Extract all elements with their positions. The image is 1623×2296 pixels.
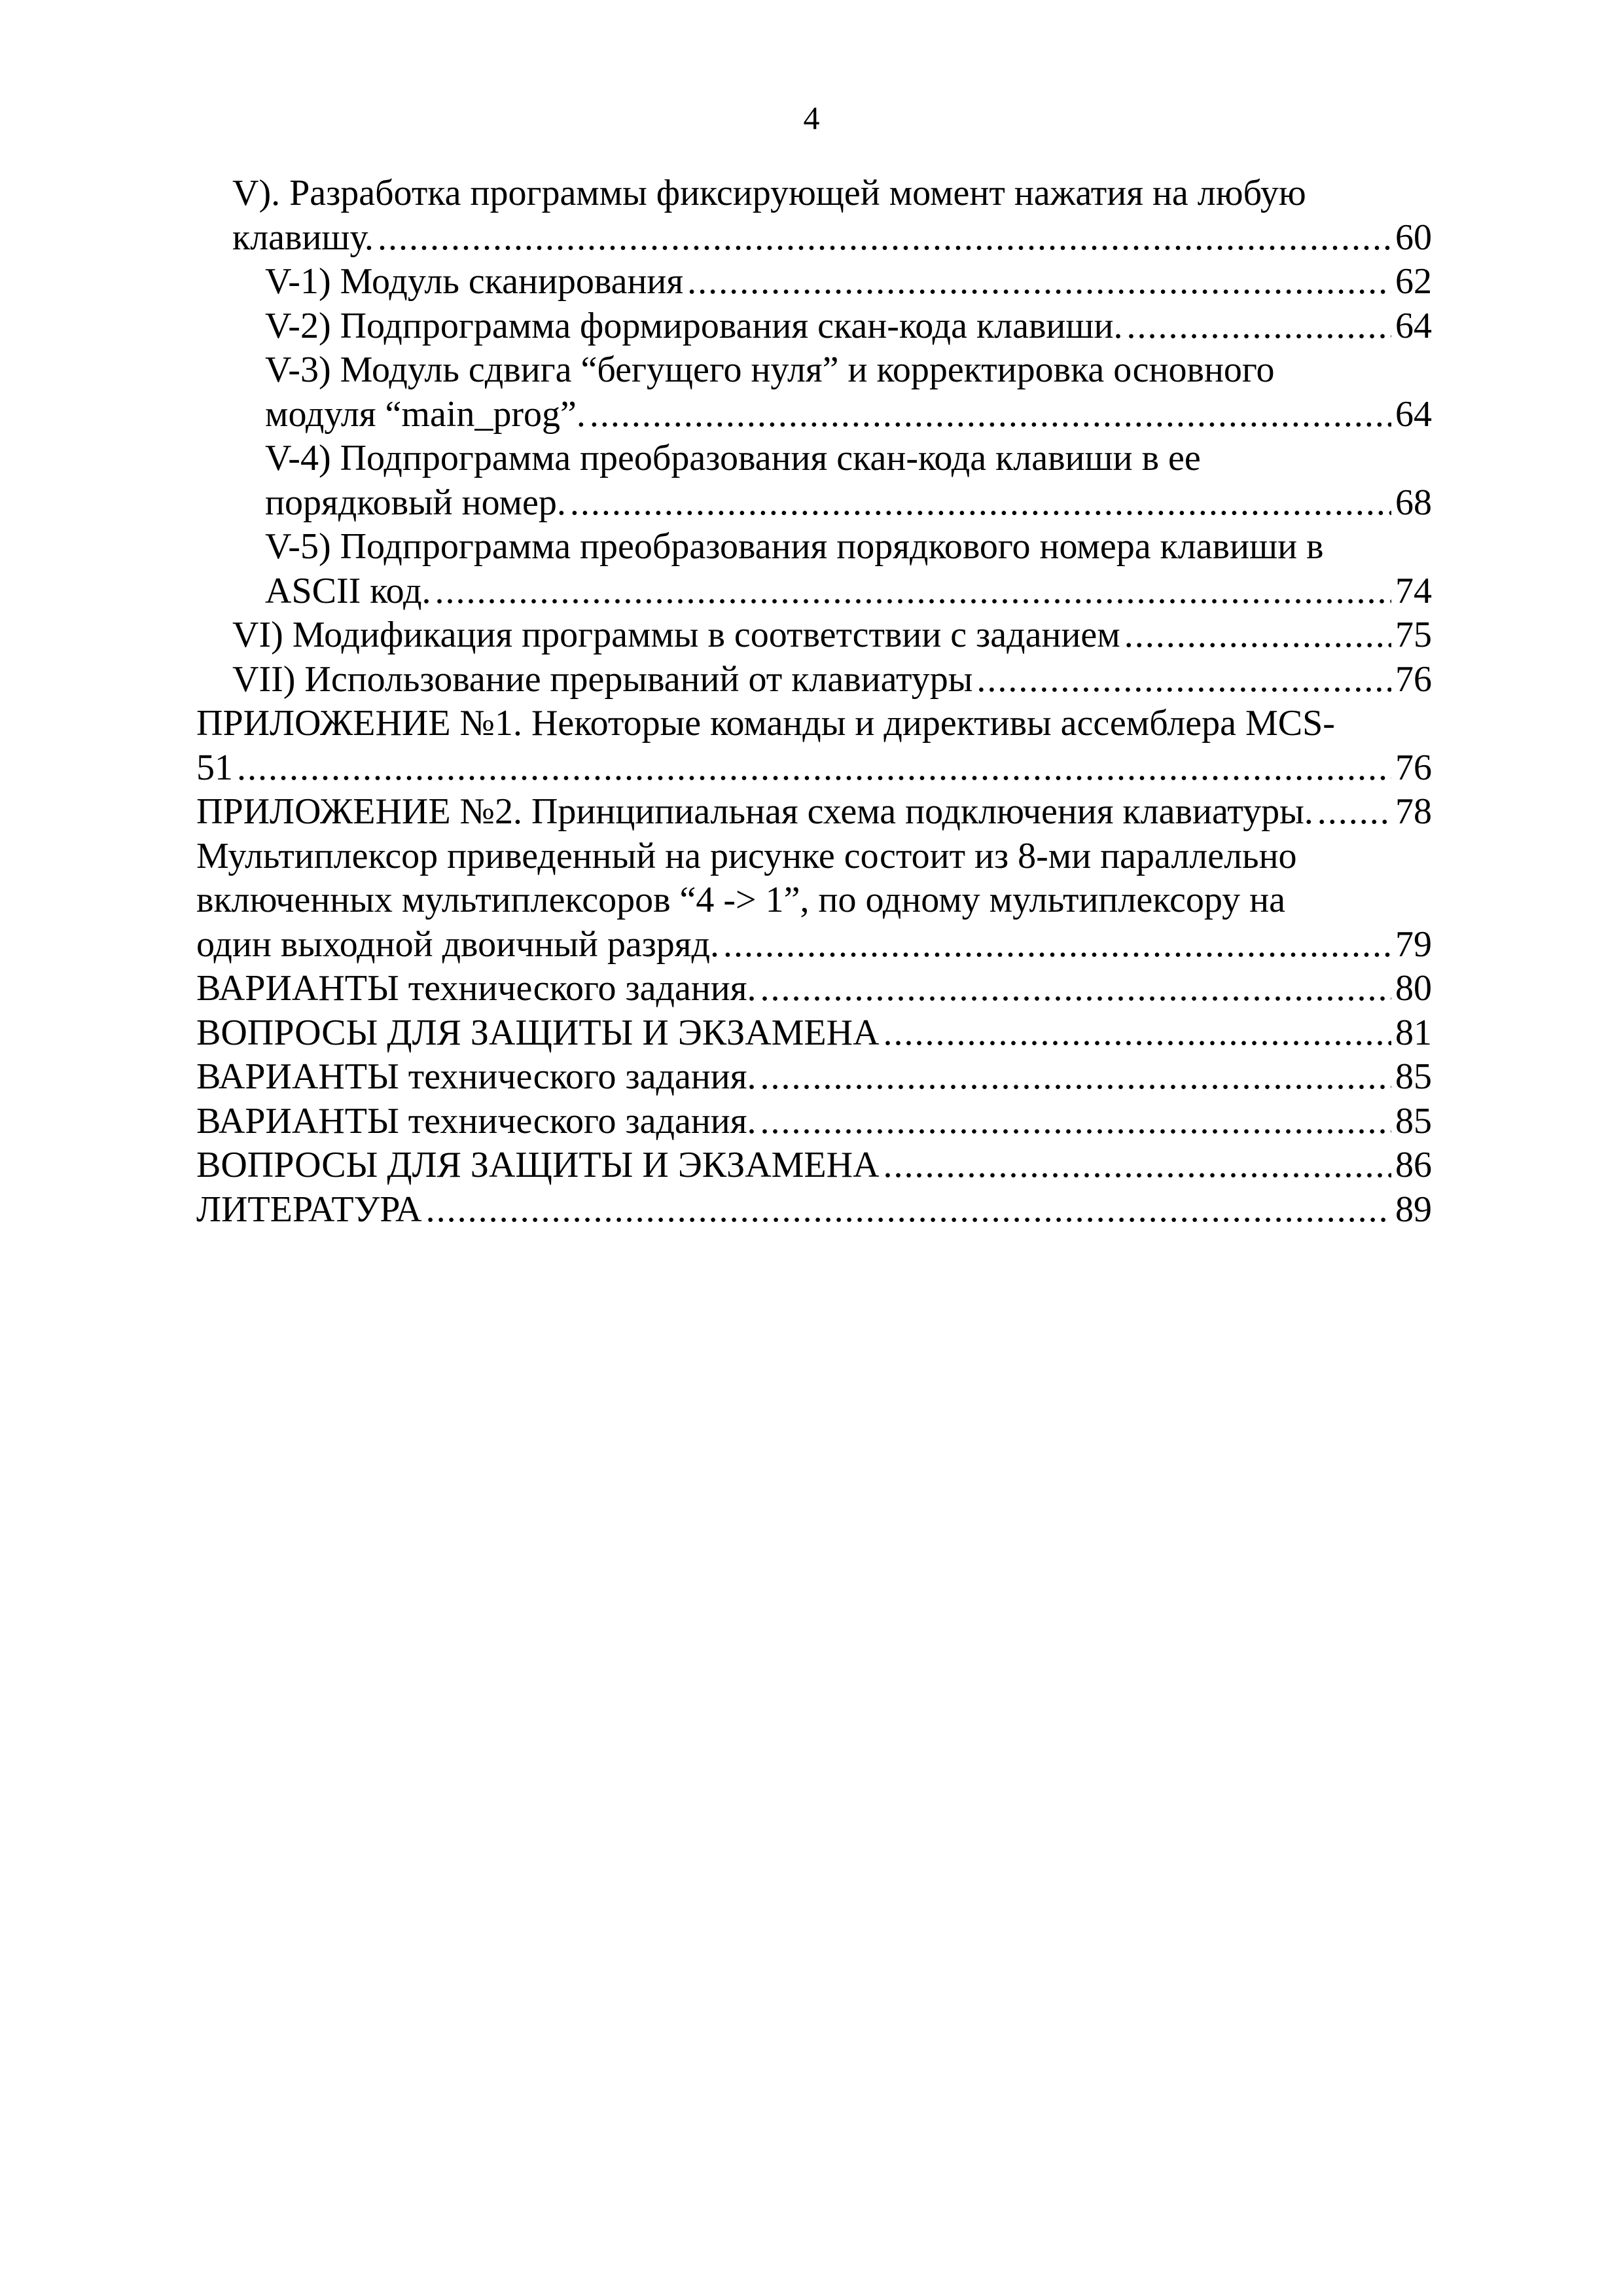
toc-entry-title: клавишу. bbox=[232, 217, 374, 258]
toc-page-number: 78 bbox=[1395, 791, 1432, 832]
toc-entry-line bbox=[265, 569, 1432, 614]
toc-page-number: 85 bbox=[1395, 1056, 1432, 1097]
toc-page-number: 60 bbox=[1395, 217, 1432, 258]
table-of-contents bbox=[196, 171, 1432, 1232]
toc-dot-leader bbox=[570, 481, 1391, 526]
toc-entry[interactable] bbox=[196, 1011, 1432, 1056]
toc-entry[interactable] bbox=[196, 658, 1432, 702]
toc-dot-leader bbox=[687, 260, 1391, 304]
toc-entry-line bbox=[232, 216, 1432, 260]
toc-page-number: 80 bbox=[1395, 968, 1432, 1009]
toc-entry-title: VI) Модификация программы в соответствии с заданием bbox=[232, 615, 1120, 655]
toc-entry-title: V-2) Подпрограмма формирования скан-кода клавиши. bbox=[265, 305, 1123, 346]
toc-entry[interactable] bbox=[196, 967, 1432, 1011]
toc-dot-leader bbox=[378, 216, 1391, 260]
toc-entry-line bbox=[265, 260, 1432, 304]
toc-entry-line: V). Разработка программы фиксирующей момент нажатия на любую bbox=[232, 173, 1306, 213]
toc-entry-line: Мультиплексор приведенный на рисунке состоит из 8-ми параллельно bbox=[196, 835, 1297, 876]
toc-entry[interactable] bbox=[196, 348, 1432, 437]
toc-dot-leader bbox=[1126, 304, 1391, 349]
toc-entry[interactable] bbox=[196, 1100, 1432, 1144]
toc-page-number: 74 bbox=[1395, 570, 1432, 611]
toc-page-number: 68 bbox=[1395, 482, 1432, 523]
toc-entry[interactable] bbox=[196, 790, 1432, 834]
toc-dot-leader bbox=[1124, 613, 1391, 658]
toc-page-number: 64 bbox=[1395, 393, 1432, 435]
toc-entry-line bbox=[265, 393, 1432, 437]
toc-entry[interactable] bbox=[196, 613, 1432, 658]
toc-entry-title: ВОПРОСЫ ДЛЯ ЗАЩИТЫ И ЭКЗАМЕНА bbox=[196, 1145, 880, 1185]
toc-dot-leader bbox=[723, 923, 1391, 967]
toc-page-number: 81 bbox=[1395, 1012, 1432, 1053]
toc-entry[interactable] bbox=[196, 525, 1432, 613]
toc-dot-leader bbox=[760, 1055, 1391, 1100]
toc-entry-line bbox=[196, 1188, 1432, 1232]
toc-entry[interactable] bbox=[196, 1055, 1432, 1100]
toc-entry-title: модуля “main_prog”. bbox=[265, 393, 586, 435]
toc-dot-leader bbox=[426, 1188, 1391, 1232]
toc-entry-line bbox=[196, 746, 1432, 791]
toc-entry-title: порядковый номер. bbox=[265, 482, 566, 523]
toc-page-number: 86 bbox=[1395, 1145, 1432, 1185]
toc-entry-title: ВОПРОСЫ ДЛЯ ЗАЩИТЫ И ЭКЗАМЕНА bbox=[196, 1012, 880, 1053]
toc-entry[interactable] bbox=[196, 260, 1432, 304]
toc-dot-leader bbox=[883, 1011, 1391, 1056]
toc-entry-title: VII) Использование прерываний от клавиатуры bbox=[232, 658, 973, 700]
toc-dot-leader bbox=[1317, 790, 1391, 834]
toc-page-number: 76 bbox=[1395, 658, 1432, 700]
toc-entry-line bbox=[196, 1011, 1432, 1056]
toc-entry-title: ЛИТЕРАТУРА bbox=[196, 1189, 422, 1230]
toc-entry-line bbox=[265, 304, 1432, 349]
toc-entry-title: ВАРИАНТЫ технического задания. bbox=[196, 968, 757, 1009]
toc-page-number: 62 bbox=[1395, 261, 1432, 302]
toc-entry-line: V-4) Подпрограмма преобразования скан-кода клавиши в ее bbox=[265, 438, 1201, 478]
toc-entry-line bbox=[196, 1143, 1432, 1188]
toc-page-number: 75 bbox=[1395, 615, 1432, 655]
toc-entry[interactable] bbox=[196, 834, 1432, 967]
toc-entry-title: ASCII код. bbox=[265, 570, 431, 611]
toc-entry-title: V-1) Модуль сканирования bbox=[265, 261, 684, 302]
toc-dot-leader bbox=[976, 658, 1391, 702]
toc-entry[interactable] bbox=[196, 171, 1432, 260]
toc-entry[interactable] bbox=[196, 702, 1432, 790]
toc-dot-leader bbox=[590, 393, 1391, 437]
toc-dot-leader bbox=[760, 967, 1391, 1011]
toc-page-number: 64 bbox=[1395, 305, 1432, 346]
toc-entry-title: один выходной двоичный разряд. bbox=[196, 924, 720, 965]
toc-page-number: 79 bbox=[1395, 924, 1432, 965]
toc-entry[interactable] bbox=[196, 1188, 1432, 1232]
toc-entry-line bbox=[196, 1100, 1432, 1144]
toc-entry-line bbox=[196, 967, 1432, 1011]
toc-entry-line bbox=[232, 613, 1432, 658]
toc-entry-line: ПРИЛОЖЕНИЕ №1. Некоторые команды и директивы ассемблера MCS- bbox=[196, 703, 1335, 744]
toc-dot-leader bbox=[760, 1100, 1391, 1144]
toc-entry-line: V-3) Модуль сдвига “бегущего нуля” и корректировка основного bbox=[265, 350, 1275, 390]
toc-entry[interactable] bbox=[196, 1143, 1432, 1188]
toc-dot-leader bbox=[883, 1143, 1391, 1188]
toc-entry-line bbox=[232, 658, 1432, 702]
toc-page-number: 76 bbox=[1395, 747, 1432, 788]
toc-entry[interactable] bbox=[196, 437, 1432, 525]
toc-entry-line bbox=[196, 1055, 1432, 1100]
toc-entry[interactable] bbox=[196, 304, 1432, 349]
toc-entry-title: 51 bbox=[196, 747, 233, 788]
toc-entry-title: ПРИЛОЖЕНИЕ №2. Принципиальная схема подключения клавиатуры. bbox=[196, 791, 1313, 832]
toc-entry-line bbox=[265, 481, 1432, 526]
toc-entry-line bbox=[196, 790, 1432, 834]
toc-entry-line: V-5) Подпрограмма преобразования порядкового номера клавиши в bbox=[265, 526, 1324, 567]
toc-entry-line: включенных мультиплексоров “4 -> 1”, по одному мультиплексору на bbox=[196, 880, 1285, 920]
toc-entry-title: ВАРИАНТЫ технического задания. bbox=[196, 1100, 757, 1141]
toc-entry-title: ВАРИАНТЫ технического задания. bbox=[196, 1056, 757, 1097]
toc-page-number: 89 bbox=[1395, 1189, 1432, 1230]
toc-page-number: 85 bbox=[1395, 1100, 1432, 1141]
toc-dot-leader bbox=[237, 746, 1391, 791]
page-number: 4 bbox=[803, 99, 820, 136]
toc-entry-line bbox=[196, 923, 1432, 967]
toc-dot-leader bbox=[435, 569, 1391, 614]
